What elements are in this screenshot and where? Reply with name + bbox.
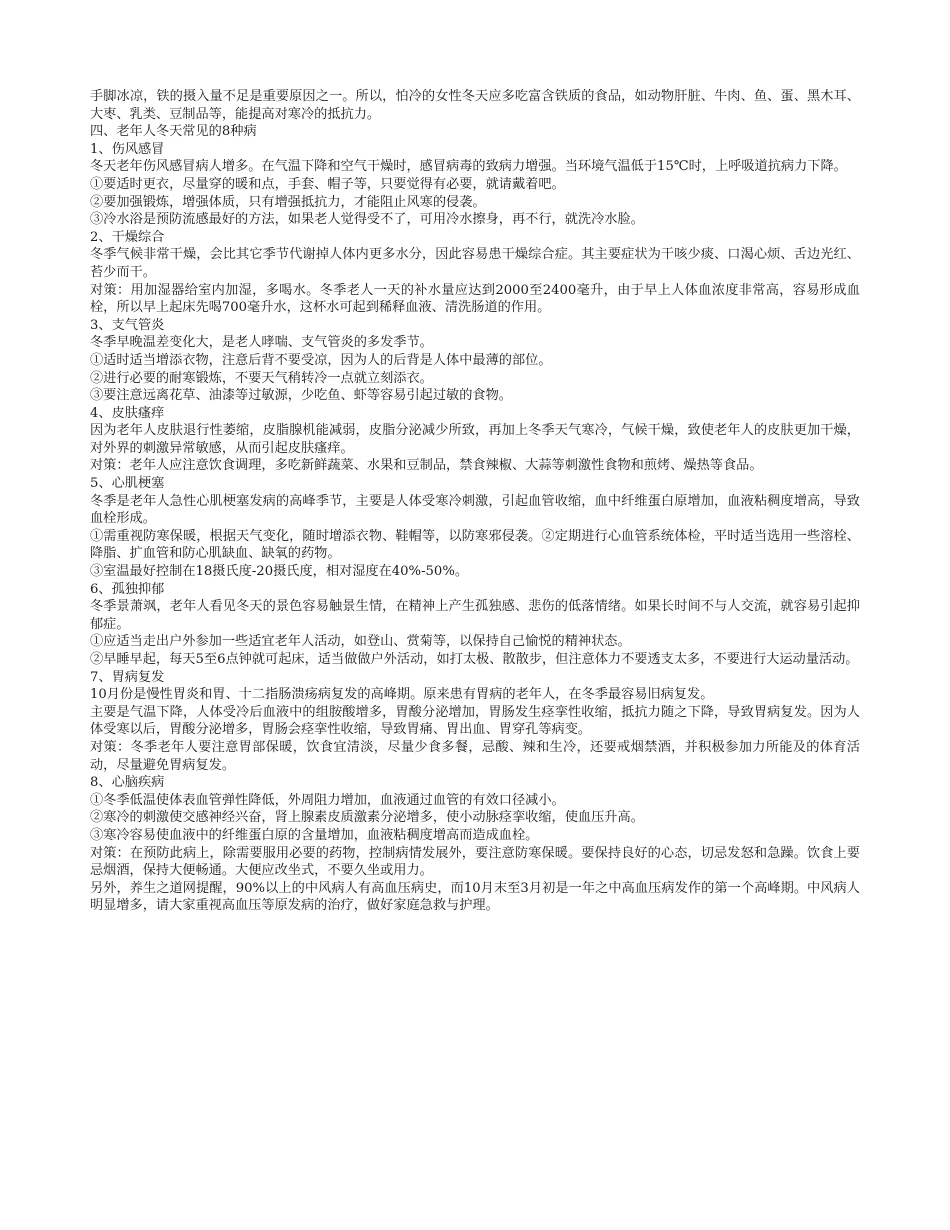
subheading-itchy-skin: 4、皮肤瘙痒 [90,405,165,421]
paragraph: 冬季是老年人急性心肌梗塞发病的高峰季节，主要是人体受寒冷刺激，引起血管收缩，血中纤维蛋白原增加，血液粘稠度增高，导致血栓形成。 [90,493,860,527]
paragraph-countermeasure: 对策：冬季老年人要注意胃部保暖，饮食宜清淡，尽量少食多餐，忌酸、辣和生冷，还要戒烟禁酒，并积极参加力所能及的体育活动，尽量避免胃病复发。 [90,739,860,773]
subheading-bronchitis: 3、支气管炎 [90,317,165,333]
section-heading-eight-diseases: 四、老年人冬天常见的8种病 [90,124,257,140]
list-item: ②进行必要的耐寒锻炼，不要天气稍转冷一点就立刻添衣。 [90,370,433,386]
list-item: ③室温最好控制在18摄氏度-20摄氏度，相对湿度在40%-50%。 [90,564,469,580]
paragraph: 因为老年人皮肤退行性萎缩，皮脂腺机能减弱，皮脂分泌减少所致，再加上冬季天气寒冷，气候干燥，致使老年人的皮肤更加干燥，对外界的刺激异常敏感，从而引起皮肤瘙痒。 [90,423,860,456]
list-item: ①适时适当增添衣物，注意后背不要受凉，因为人的后背是人体中最薄的部位。 [90,352,552,368]
paragraph: 主要是气温下降，人体受冷后血液中的组胺酸增多，胃酸分泌增加，胃肠发生痉挛性收缩，抵抗力随之下降，导致胃病复发。因为人体受寒以后，胃酸分泌增多，胃肠会痉挛性收缩，导致胃痛、胃出血、胃穿孔等病变。 [90,704,860,738]
paragraph-countermeasure: 对策：老年人应注意饮食调理，多吃新鲜蔬菜、水果和豆制品，禁食辣椒、大蒜等刺激性食物和煎烤、燥热等食品。 [90,458,763,474]
list-item: ②要加强锻炼，增强体质，只有增强抵抗力，才能阻止风寒的侵袭。 [90,194,486,210]
list-item: ②寒冷的刺激使交感神经兴奋，肾上腺素皮质激素分泌增多，使小动脉痉挛收缩，使血压升高。 [90,810,644,826]
subheading-cold: 1、伤风感冒 [90,141,165,157]
list-item: ①应适当走出户外参加一些适宜老年人活动，如登山、赏菊等，以保持自己愉悦的精神状态。 [90,634,631,650]
paragraph: 冬天老年伤风感冒病人增多。在气温下降和空气干燥时，感冒病毒的致病力增强。当环境气温低于15℃时，上呼吸道抗病力下降。 [90,159,847,175]
document-body [90,88,860,915]
paragraph: 冬季早晚温差变化大，是老人哮喘、支气管炎的多发季节。 [90,335,433,351]
list-item: ①冬季低温使体表血管弹性降低，外周阻力增加，血液通过血管的有效口径减小。 [90,792,565,808]
list-item: ③冷水浴是预防流感最好的方法，如果老人觉得受不了，可用冷水擦身，再不行，就洗冷水脸。 [90,212,644,228]
paragraph-countermeasure: 对策：在预防此病上，除需要服用必要的药物，控制病情发展外，要注意防寒保暖。要保持良好的心态，切忌发怒和急躁。饮食上要忌烟酒，保持大便畅通。大便应改坐式，不要久坐或用力。 [90,845,860,879]
subheading-depression: 6、孤独抑郁 [90,581,165,597]
paragraph: 冬季景萧飒，老年人看见冬天的景色容易触景生情，在精神上产生孤独感、悲伤的低落情绪。如果长时间不与人交流，就容易引起抑郁症。 [90,599,860,632]
list-item: ①要适时更衣，尽量穿的暖和点，手套、帽子等，只要觉得有必要，就请戴着吧。 [90,176,565,192]
paragraph-countermeasure: 对策：用加湿器给室内加湿，多喝水。冬季老人一天的补水量应达到2000至2400毫升，由于早上人体血浓度非常高，容易形成血栓，所以早上起床先喝700毫升水，这杯水可起到稀释血液、清洗肠道的作用。 [90,282,860,316]
paragraph: 冬季气候非常干燥，会比其它季节代谢掉人体内更多水分，因此容易患干燥综合症。其主要症状为干咳少痰、口渴心烦、舌边光红、苔少而干。 [90,247,860,280]
paragraph-closing: 另外，养生之道网提醒，90%以上的中风病人有高血压病史，而10月末至3月初是一年之中高血压病发作的第一个高峰期。中风病人明显增多，请大家重视高血压等原发病的治疗，做好家庭急救与护理。 [90,880,860,914]
subheading-stomach: 7、胃病复发 [90,669,165,685]
list-item: ②早睡早起，每天5至6点钟就可起床，适当做做户外活动，如打太极、散散步，但注意体力不要透支太多，不要进行大运动量活动。 [90,652,859,667]
list-item: ①需重视防寒保暖，根据天气变化，随时增添衣物、鞋帽等，以防寒邪侵袭。②定期进行心血管系统体检，平时适当选用一些溶栓、降脂、扩血管和防心肌缺血、缺氧的药物。 [90,528,860,562]
subheading-dryness: 2、干燥综合 [90,229,165,245]
paragraph: 10月份是慢性胃炎和胃、十二指肠溃疡病复发的高峰期。原来患有胃病的老年人，在冬季最容易旧病复发。 [90,687,714,703]
list-item: ③要注意远离花草、油漆等过敏源，少吃鱼、虾等容易引起过敏的食物。 [90,388,512,404]
subheading-myocardial-infarction: 5、心肌梗塞 [90,476,165,492]
list-item: ③寒冷容易使血液中的纤维蛋白原的含量增加，血液粘稠度增高而造成血栓。 [90,827,539,843]
paragraph-iron-intake: 手脚冰凉，铁的摄入量不足是重要原因之一。所以，怕冷的女性冬天应多吃富含铁质的食品，如动物肝脏、牛肉、鱼、蛋、黑木耳、大枣、乳类、豆制品等，能提高对寒冷的抵抗力。 [90,89,860,122]
subheading-cardio-cerebral: 8、心脑疾病 [90,775,165,791]
